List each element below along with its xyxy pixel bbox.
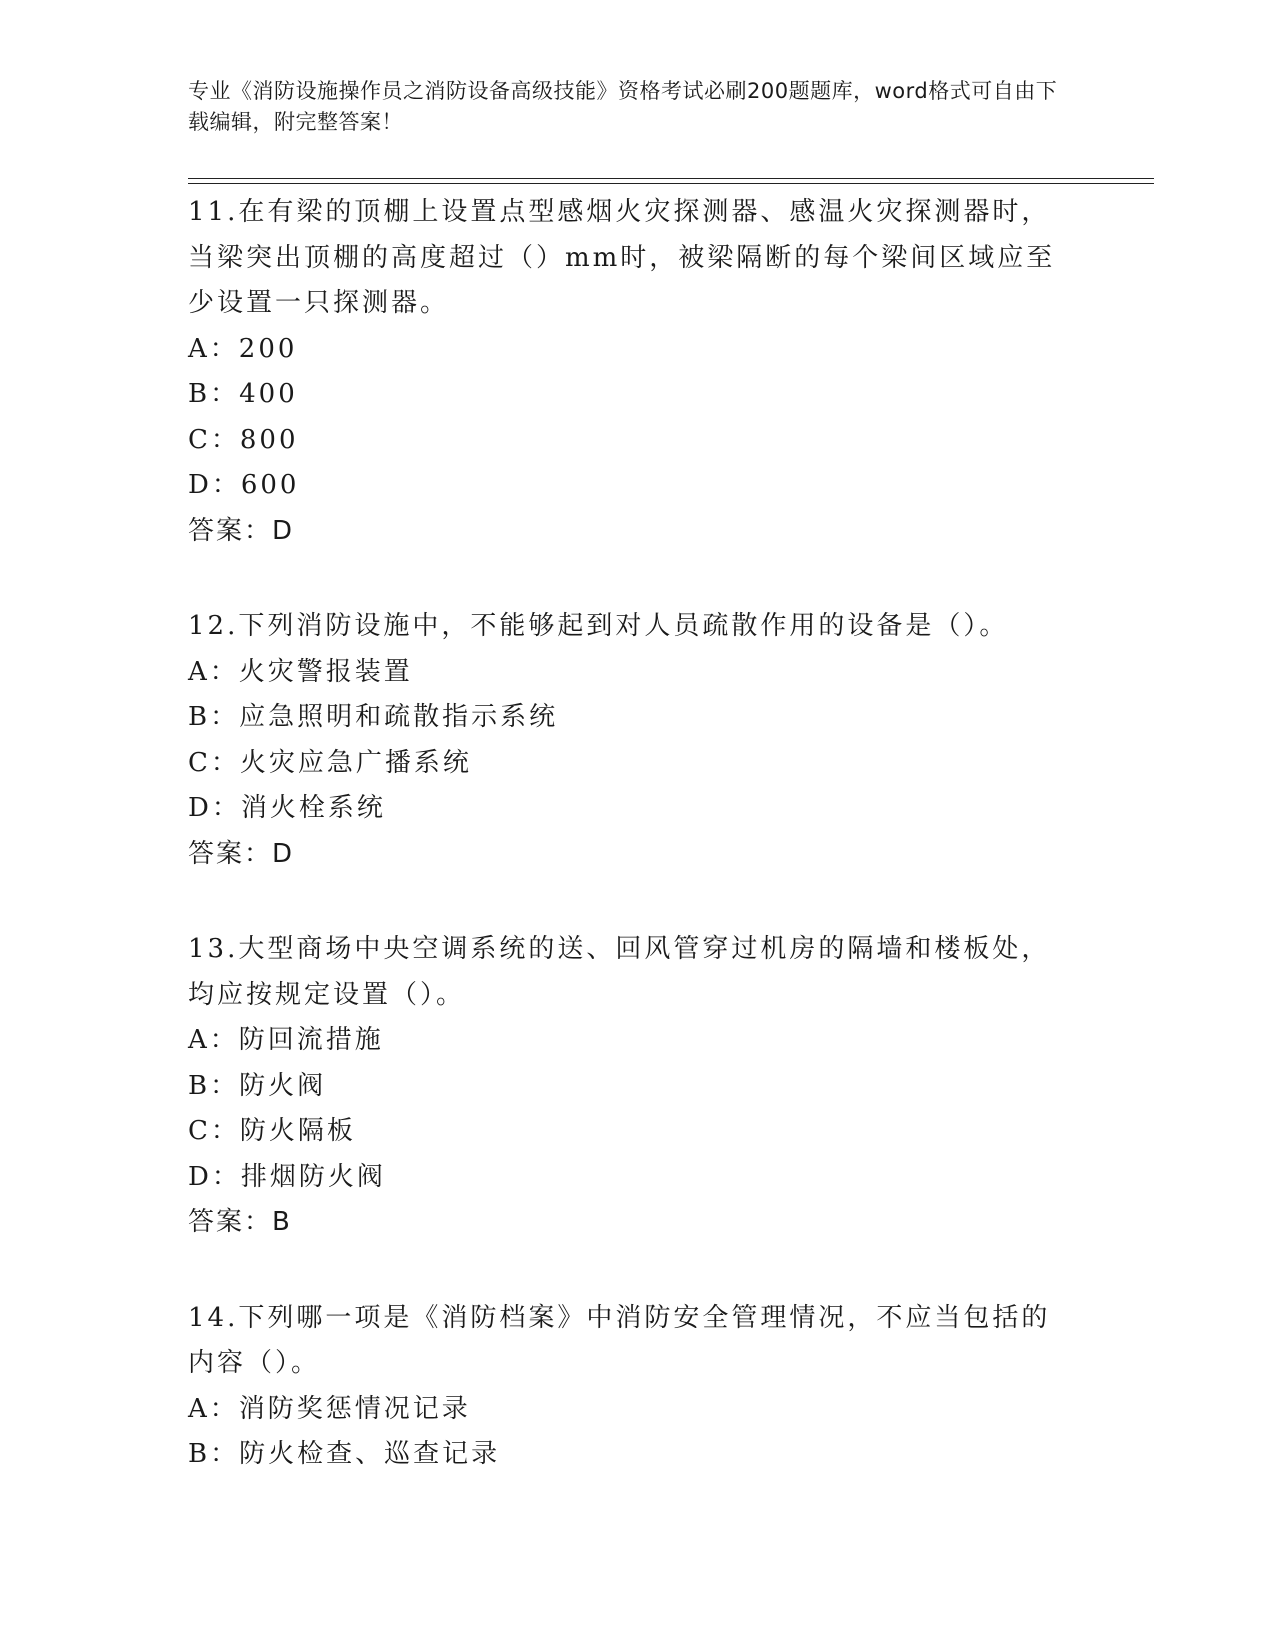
option-a: A：消防奖惩情况记录 <box>188 1393 471 1424</box>
option-a: A：200 <box>188 333 298 364</box>
option-b: B：防火阀 <box>188 1070 327 1101</box>
header-rule-top <box>188 178 1154 179</box>
answer: 答案：B <box>188 1207 292 1237</box>
option-c: C：800 <box>188 424 299 455</box>
document-header: 专业《消防设施操作员之消防设备高级技能》资格考试必刷200题题库，word格式可自由下载编辑，附完整答案！ <box>188 79 1058 134</box>
option-b: B：400 <box>188 379 298 409</box>
option-d: D：排烟防火阀 <box>188 1161 386 1192</box>
question-stem: 11.在有梁的顶棚上设置点型感烟火灾探测器、感温火灾探测器时，当梁突出顶棚的高度超过（）mm时，被梁隔断的每个梁间区域应至少设置一只探测器。 <box>188 197 1056 318</box>
option-d: D：消火栓系统 <box>188 793 386 823</box>
question-list <box>188 190 1068 1528</box>
question-11 <box>188 190 1068 554</box>
option-a: A：火灾警报装置 <box>188 656 413 687</box>
question-stem: 12.下列消防设施中，不能够起到对人员疏散作用的设备是（）。 <box>188 611 1009 641</box>
option-c: C：火灾应急广播系统 <box>188 747 472 778</box>
question-13 <box>188 927 1068 1246</box>
answer: 答案：D <box>188 838 295 869</box>
option-b: B：应急照明和疏散指示系统 <box>188 702 559 732</box>
question-stem: 14.下列哪一项是《消防档案》中消防安全管理情况，不应当包括的内容（）。 <box>188 1302 1051 1378</box>
option-b: B：防火检查、巡查记录 <box>188 1439 501 1469</box>
question-12 <box>188 604 1068 877</box>
option-d: D：600 <box>188 470 300 500</box>
option-a: A：防回流措施 <box>188 1025 384 1055</box>
answer: 答案：D <box>188 515 295 546</box>
header-rule-bottom <box>188 183 1154 184</box>
question-14 <box>188 1296 1068 1478</box>
question-stem: 13.大型商场中央空调系统的送、回风管穿过机房的隔墙和楼板处，均应按规定设置（）。 <box>188 934 1051 1010</box>
option-c: C：防火隔板 <box>188 1116 356 1146</box>
